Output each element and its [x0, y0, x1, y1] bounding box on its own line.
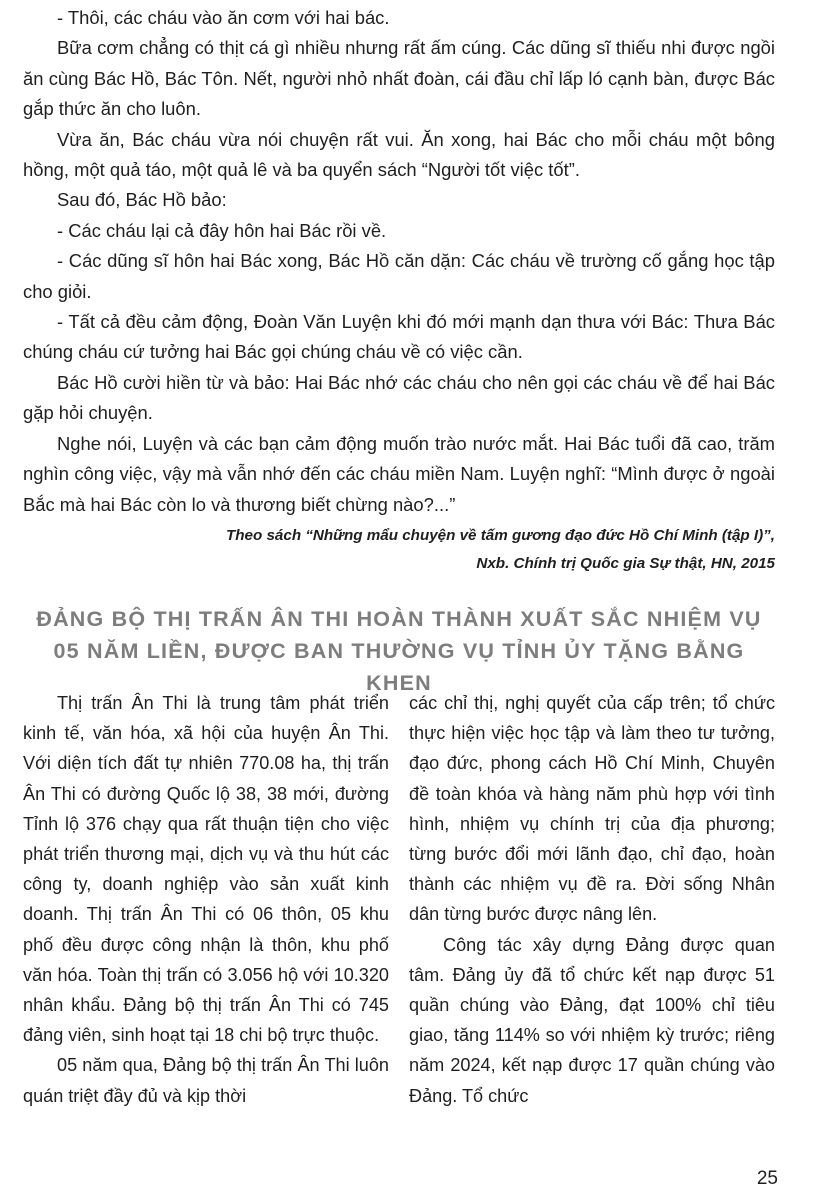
- story-paragraph: Bữa cơm chẳng có thịt cá gì nhiều nhưng rất ấm cúng. Các dũng sĩ thiếu nhi được ngồi ăn cùng Bác Hồ, Bác Tôn. Nết, người nhỏ nhất đoàn, cái đầu chỉ lấp ló cạnh bàn, được Bác gắp thức ăn cho luôn.: [23, 37, 775, 120]
- story-section: [23, 0, 775, 578]
- article-heading-line-1: ĐẢNG BỘ THỊ TRẤN ÂN THI HOÀN THÀNH XUẤT SẮC NHIỆM VỤ: [36, 607, 762, 631]
- story-paragraph: Bác Hồ cười hiền từ và bảo: Hai Bác nhớ các cháu cho nên gọi các cháu về để hai Bác gặp hỏi chuyện.: [23, 371, 775, 424]
- story-paragraph: - Các cháu lại cả đây hôn hai Bác rồi về.: [57, 219, 387, 241]
- article-paragraph: các chỉ thị, nghị quyết của cấp trên; tổ chức thực hiện việc học tập và làm theo tư tưởng, đạo đức, phong cách Hồ Chí Minh, Chuyên đề toàn khóa và hàng năm phù hợp với tình hình, nhiệm vụ chính trị của địa phương; từng bước đổi mới lãnh đạo, chỉ đạo, hoàn thành các nhiệm vụ đề ra. Đời sống Nhân dân từng bước được nâng lên.: [409, 693, 775, 925]
- story-paragraph: - Tất cả đều cảm động, Đoàn Văn Luyện khi đó mới mạnh dạn thưa với Bác: Thưa Bác chúng cháu cứ tưởng hai Bác gọi chúng cháu về có việc cần.: [23, 311, 775, 363]
- article-paragraph: 05 năm qua, Đảng bộ thị trấn Ân Thi luôn quán triệt đầy đủ và kịp thời: [23, 1055, 389, 1106]
- citation-source: Theo sách “Những mẩu chuyện về tấm gương đạo đức Hồ Chí Minh (tập I)”,: [225, 526, 775, 544]
- story-paragraph: Sau đó, Bác Hồ bảo:: [57, 189, 227, 211]
- page-body: [23, 0, 775, 1106]
- article-column-left: [23, 688, 389, 1111]
- citation-publisher: Nxb. Chính trị Quốc gia Sự thật, HN, 2015: [476, 554, 775, 572]
- story-paragraph: - Các dũng sĩ hôn hai Bác xong, Bác Hồ căn dặn: Các cháu về trường cố gắng học tập cho giỏi.: [23, 250, 775, 302]
- page-number: 25: [756, 1168, 778, 1189]
- article-heading: [23, 603, 775, 699]
- article-columns: [23, 688, 775, 1111]
- article-column-right: [409, 688, 775, 1111]
- article-paragraph: Thị trấn Ân Thi là trung tâm phát triển kinh tế, văn hóa, xã hội của huyện Ân Thi. Với diện tích đất tự nhiên 770.08 ha, thị trấn Ân Thi có đường Quốc lộ 38, 38 mới, đường Tỉnh lộ 376 chạy qua rất thuận tiện cho việc phát triển thương mại, dịch vụ và thu hút các công ty, doanh nghiệp vào sản xuất kinh doanh. Thị trấn Ân Thi có 06 thôn, 05 khu phố đều được công nhận là thôn, khu phố văn hóa. Toàn thị trấn có 3.056 hộ với 10.320 nhân khẩu. Đảng bộ thị trấn Ân Thi có 745 đảng viên, sinh hoạt tại 18 chi bộ trực thuộc.: [23, 693, 389, 1046]
- article-heading-line-2: 05 NĂM LIỀN, ĐƯỢC BAN THƯỜNG VỤ TỈNH ỦY TẶNG BẰNG KHEN: [53, 639, 745, 695]
- article-paragraph: Công tác xây dựng Đảng được quan tâm. Đảng ủy đã tổ chức kết nạp được 51 quần chúng vào Đảng, đạt 100% chỉ tiêu giao, tăng 114% so với nhiệm kỳ trước; riêng năm 2024, kết nạp được 17 quần chúng vào Đảng. Tổ chức: [409, 934, 775, 1106]
- story-paragraph: - Thôi, các cháu vào ăn cơm với hai bác.: [57, 7, 390, 28]
- story-paragraph: Nghe nói, Luyện và các bạn cảm động muốn trào nước mắt. Hai Bác tuổi đã cao, trăm nghìn công việc, vậy mà vẫn nhớ đến các cháu miền Nam. Luyện nghĩ: “Mình được ở ngoài Bắc mà hai Bác còn lo và thương biết chừng nào?...”: [23, 432, 775, 515]
- story-paragraph: Vừa ăn, Bác cháu vừa nói chuyện rất vui. Ăn xong, hai Bác cho mỗi cháu một bông hồng, một quả táo, một quả lê và ba quyển sách “Người tốt việc tốt”.: [23, 128, 775, 181]
